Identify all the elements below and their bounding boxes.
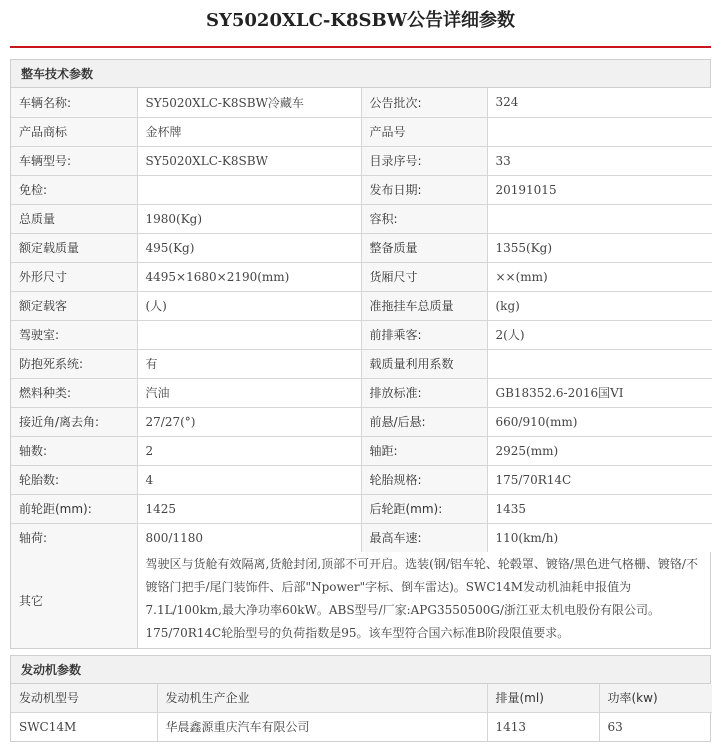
param-label: 额定载质量 — [11, 233, 137, 262]
vehicle-params-panel — [10, 59, 711, 649]
param-label: 排放标准: — [361, 378, 487, 407]
page-title: SY5020XLC-K8SBW公告详细参数 — [206, 10, 515, 31]
param-value: 20191015 — [487, 175, 712, 204]
param-value: 2925(mm) — [487, 436, 712, 465]
param-value: 27/27(°) — [137, 407, 361, 436]
param-value: (kg) — [487, 291, 712, 320]
col-header-engine-model: 发动机型号 — [11, 684, 157, 712]
param-value: 金杯牌 — [137, 117, 361, 146]
param-value: 1355(Kg) — [487, 233, 712, 262]
param-value — [487, 204, 712, 233]
param-value: 有 — [137, 349, 361, 378]
engine-header-row — [11, 684, 712, 712]
param-label: 公告批次: — [361, 88, 487, 117]
param-value: (人) — [137, 291, 361, 320]
table-row — [11, 378, 712, 407]
param-value: ××(mm) — [487, 262, 712, 291]
param-value: SY5020XLC-K8SBW — [137, 146, 361, 175]
vehicle-params-heading: 整车技术参数 — [11, 60, 710, 88]
vehicle-params-table — [11, 88, 712, 648]
param-value: 33 — [487, 146, 712, 175]
displacement-cell: 1413 — [487, 712, 599, 741]
param-label: 产品商标 — [11, 117, 137, 146]
table-row — [11, 436, 712, 465]
param-label: 最高车速: — [361, 523, 487, 552]
param-label: 免检: — [11, 175, 137, 204]
param-value — [137, 320, 361, 349]
table-row — [11, 233, 712, 262]
param-value — [487, 117, 712, 146]
param-label: 车辆型号: — [11, 146, 137, 175]
param-label: 外形尺寸 — [11, 262, 137, 291]
param-label: 轴数: — [11, 436, 137, 465]
table-row — [11, 262, 712, 291]
param-label: 车辆名称: — [11, 88, 137, 117]
param-value: 4 — [137, 465, 361, 494]
param-label: 前排乘客: — [361, 320, 487, 349]
table-row — [11, 88, 712, 117]
param-label: 前悬/后悬: — [361, 407, 487, 436]
table-row — [11, 349, 712, 378]
other-notes: 驾驶区与货舱有效隔离,货舱封闭,顶部不可开启。选装(钢/铝车轮、轮毂罩、镀铬/黑色进气格栅、镀铬/不镀铬门把手/尾门装饰件、后部"Npower"字标、倒车雷达)。SWC14M发动机油耗申报值为7.1L/100km,最大净功率60kW。ABS型号/厂家:APG3550500G/浙江亚太机电股份有限公司。175/70R14C轮胎型号的负荷指数是95。该车型符合国六标准B阶段限值要求。 — [137, 552, 712, 648]
param-value: 495(Kg) — [137, 233, 361, 262]
param-value: 4495×1680×2190(mm) — [137, 262, 361, 291]
col-header-displacement: 排量(ml) — [487, 684, 599, 712]
param-label: 燃料种类: — [11, 378, 137, 407]
engine-params-table — [11, 684, 712, 741]
table-row — [11, 712, 712, 741]
param-label: 总质量 — [11, 204, 137, 233]
param-label: 容积: — [361, 204, 487, 233]
param-value: SY5020XLC-K8SBW冷藏车 — [137, 88, 361, 117]
param-value: 2(人) — [487, 320, 712, 349]
table-row — [11, 204, 712, 233]
param-value: 660/910(mm) — [487, 407, 712, 436]
table-row — [11, 465, 712, 494]
table-row — [11, 175, 712, 204]
param-value: 800/1180 — [137, 523, 361, 552]
param-label: 轮胎规格: — [361, 465, 487, 494]
param-value — [487, 349, 712, 378]
engine-params-heading: 发动机参数 — [11, 656, 710, 684]
param-label: 轴荷: — [11, 523, 137, 552]
col-header-power: 功率(kw) — [599, 684, 712, 712]
param-label: 接近角/离去角: — [11, 407, 137, 436]
param-value: 1980(Kg) — [137, 204, 361, 233]
param-label: 轮胎数: — [11, 465, 137, 494]
param-value: GB18352.6-2016国VI — [487, 378, 712, 407]
power-cell: 63 — [599, 712, 712, 741]
param-label: 货厢尺寸 — [361, 262, 487, 291]
param-value: 1435 — [487, 494, 712, 523]
param-value: 110(km/h) — [487, 523, 712, 552]
table-row — [11, 117, 712, 146]
engine-model-cell: SWC14M — [11, 712, 157, 741]
table-row — [11, 407, 712, 436]
param-label: 整备质量 — [361, 233, 487, 262]
other-label: 其它 — [11, 552, 137, 648]
engine-maker-cell: 华晨鑫源重庆汽车有限公司 — [157, 712, 487, 741]
param-label: 准拖挂车总质量 — [361, 291, 487, 320]
param-value: 2 — [137, 436, 361, 465]
param-value — [137, 175, 361, 204]
table-row — [11, 320, 712, 349]
param-label: 载质量利用系数 — [361, 349, 487, 378]
param-value: 汽油 — [137, 378, 361, 407]
col-header-engine-maker: 发动机生产企业 — [157, 684, 487, 712]
table-row — [11, 291, 712, 320]
engine-params-panel — [10, 655, 711, 742]
param-label: 产品号 — [361, 117, 487, 146]
table-row-other — [11, 552, 712, 648]
param-label: 轴距: — [361, 436, 487, 465]
table-row — [11, 146, 712, 175]
param-label: 驾驶室: — [11, 320, 137, 349]
param-value: 1425 — [137, 494, 361, 523]
table-row — [11, 494, 712, 523]
param-label: 后轮距(mm): — [361, 494, 487, 523]
title-divider — [10, 46, 711, 48]
table-row — [11, 523, 712, 552]
param-label: 防抱死系统: — [11, 349, 137, 378]
param-label: 发布日期: — [361, 175, 487, 204]
param-label: 前轮距(mm): — [11, 494, 137, 523]
param-label: 目录序号: — [361, 146, 487, 175]
param-value: 175/70R14C — [487, 465, 712, 494]
param-value: 324 — [487, 88, 712, 117]
param-label: 额定载客 — [11, 291, 137, 320]
